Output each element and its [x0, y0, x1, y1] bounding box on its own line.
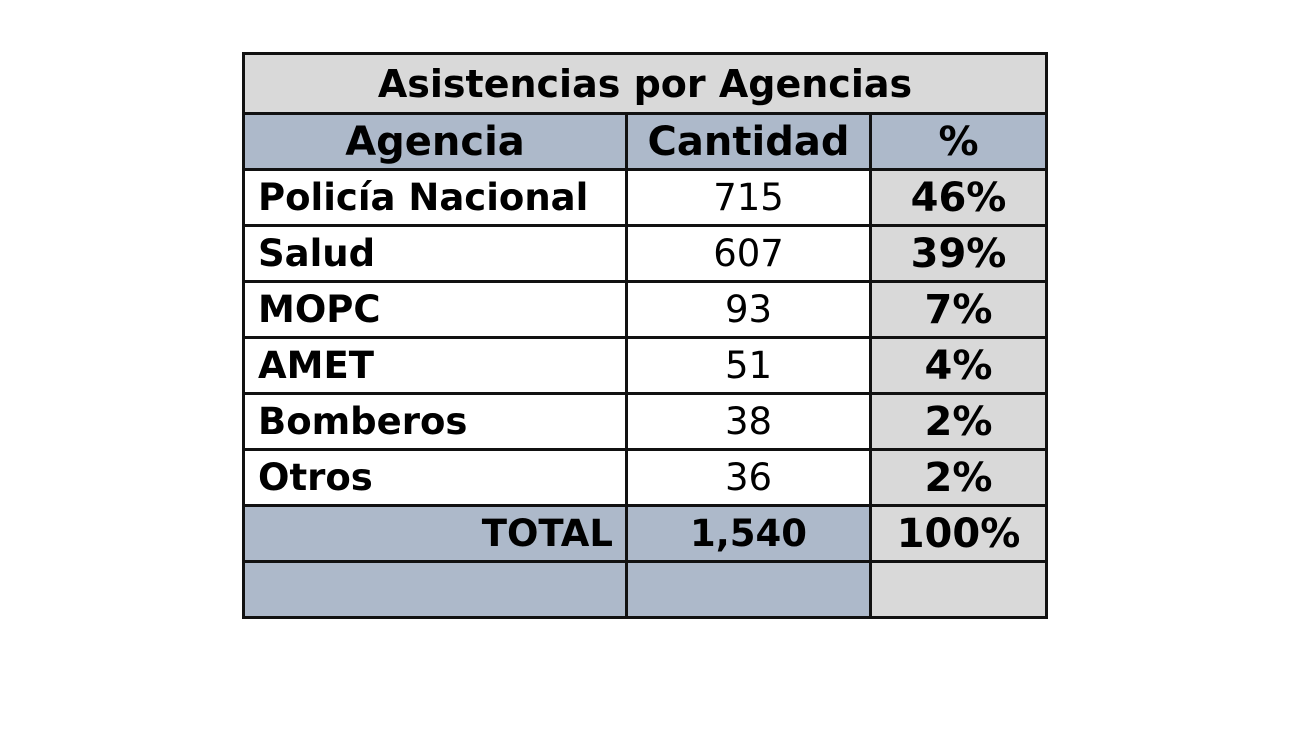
quantity-cell: 607	[627, 226, 871, 282]
table-row	[244, 170, 1047, 226]
table-row	[244, 338, 1047, 394]
percent-cell: 2%	[871, 394, 1047, 450]
column-header-percent: %	[871, 114, 1047, 170]
table-row	[244, 226, 1047, 282]
agency-name-cell: MOPC	[244, 282, 627, 338]
quantity-cell: 93	[627, 282, 871, 338]
empty-cell	[871, 562, 1047, 618]
table-row	[244, 450, 1047, 506]
agency-assistance-table	[242, 52, 1048, 619]
column-header-quantity: Cantidad	[627, 114, 871, 170]
quantity-cell: 51	[627, 338, 871, 394]
agency-name-cell: Salud	[244, 226, 627, 282]
percent-cell: 39%	[871, 226, 1047, 282]
title-row	[244, 54, 1047, 114]
percent-cell: 4%	[871, 338, 1047, 394]
agency-name-cell: Otros	[244, 450, 627, 506]
agency-name-cell: Bomberos	[244, 394, 627, 450]
table-title: Asistencias por Agencias	[244, 54, 1047, 114]
total-quantity: 1,540	[627, 506, 871, 562]
empty-cell	[627, 562, 871, 618]
total-row	[244, 506, 1047, 562]
empty-cell	[244, 562, 627, 618]
quantity-cell: 715	[627, 170, 871, 226]
total-percent: 100%	[871, 506, 1047, 562]
quantity-cell: 38	[627, 394, 871, 450]
percent-cell: 7%	[871, 282, 1047, 338]
percent-cell: 46%	[871, 170, 1047, 226]
empty-row	[244, 562, 1047, 618]
table-row	[244, 282, 1047, 338]
total-label: TOTAL	[244, 506, 627, 562]
column-header-agency: Agencia	[244, 114, 627, 170]
percent-cell: 2%	[871, 450, 1047, 506]
agency-name-cell: Policía Nacional	[244, 170, 627, 226]
header-row	[244, 114, 1047, 170]
table-row	[244, 394, 1047, 450]
quantity-cell: 36	[627, 450, 871, 506]
agency-name-cell: AMET	[244, 338, 627, 394]
